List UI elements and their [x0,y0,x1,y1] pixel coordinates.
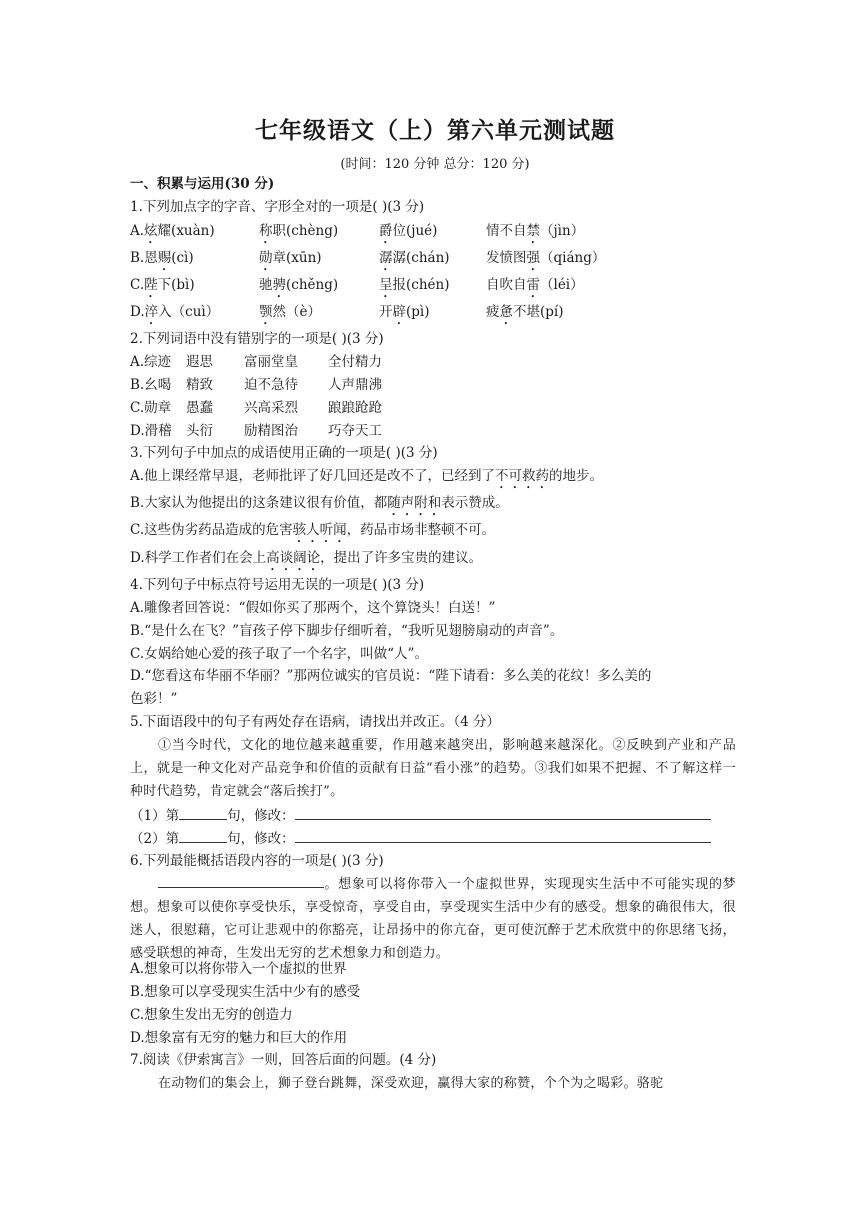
answer-blank[interactable] [295,805,711,820]
answer-blank[interactable] [295,828,711,843]
question-7-stem: 7.阅读《伊索寓言》一则，回答后面的问题。(4 分) [130,1052,437,1068]
question-1-option-a: A.炫耀(xuàn) 称职(chèng) 爵位(jué) 情不自禁（jìn） [130,223,585,239]
question-3-option-b: B.大家认为他提出的这条建议很有价值，都随声附和表示赞成。 [130,495,509,511]
question-4-option-b: B.“是什么在飞？”盲孩子停下脚步仔细听着，“我听见翅膀扇动的声音”。 [130,623,564,639]
question-5-fill-2: （2）第 句，修改： [130,828,711,849]
question-3-option-c: C.这些伪劣药品造成的危害骇人听闻，药品市场非整顿不可。 [130,522,496,538]
question-1-stem: 1.下列加点字的字音、字形全对的一项是( )(3 分) [130,199,425,215]
question-5-stem: 5.下面语段中的句子有两处存在语病，请找出并改正。（4 分） [130,714,501,730]
question-6-option-c: C.想象生发出无穷的创造力 [130,1007,293,1023]
exam-meta: (时间：120 分钟 总分：120 分) [340,157,530,172]
question-2-option-b: B.幺喝 精致 迫不急待 人声鼎沸 [130,377,382,393]
question-1-option-d: D.淬入（cuì） 颚然（è） 开辟(pì) 疲惫不堪(pí) [130,304,564,320]
question-6-option-a: A.想象可以将你带入一个虚拟的世界 [130,961,347,977]
question-2-option-a: A.综迹 遐思 富丽堂皇 全付精力 [130,354,382,370]
question-4-option-c: C.女娲给她心爱的孩子取了一个名字，叫做“人”。 [130,646,428,662]
question-1-option-c: C.陛下(bì) 驰骋(chěng) 呈报(chén) 自吹自雷（léi） [130,277,584,293]
question-2-option-c: C.勋章 愚蠢 兴高采烈 踉踉跄跄 [130,400,382,416]
question-4-option-d: D.“您看这布华丽不华丽？”那两位诚实的官员说：“陛下请看：多么美的花纹！多么美的 [130,668,652,684]
question-2-stem: 2.下列词语中没有错别字的一项是( )(3 分) [130,331,384,347]
question-2-option-d: D.滑稽 头衍 励精图治 巧夺天工 [130,423,382,439]
question-7-passage: 在动物们的集会上，狮子登台跳舞，深受欢迎，赢得大家的称赞，个个为之喝彩。骆驼 [158,1076,664,1091]
question-1-option-b: B.恩赐(cì) 勋章(xūn) 潺潺(chán) 发愤图强（qiáng） [130,250,606,266]
answer-blank[interactable] [179,828,227,843]
answer-blank[interactable] [179,805,227,820]
answer-blank[interactable] [158,873,324,888]
question-5-passage: ①当今时代，文化的地位越来越重要，作用越来越突出，影响越来越深化。②反映到产业和产品上，就是一种文化对产品竞争和价值的贡献有日益“看小涨”的趋势。③我们如果不把握、不了解这样一种时代趋势，肯定就会“落后挨打”。 [130,738,736,799]
question-4-option-a: A.雕像者回答说：“假如你买了那两个，这个算饶头！白送！” [130,600,496,616]
question-6-stem: 6.下列最能概括语段内容的一项是( )(3 分) [130,853,384,869]
question-5-fill-1: （1）第 句，修改： [130,805,711,826]
question-3-stem: 3.下列句子中加点的成语使用正确的一项是( )(3 分) [130,445,438,461]
question-3-option-d: D.科学工作者们在会上高谈阔论，提出了许多宝贵的建议。 [130,550,483,566]
section-heading: 一、积累与运用(30 分) [130,176,275,192]
question-3-option-a: A.他上课经常早退，老师批评了好几回还是改不了，已经到了不可救药的地步。 [130,468,604,484]
question-4-option-d-cont: 色彩！” [130,691,178,707]
question-4-stem: 4.下列句子中标点符号运用无误的一项是( )(3 分) [130,577,425,593]
page-title: 七年级语文（上）第六单元测试题 [255,117,615,144]
question-6-option-b: B.想象可以享受现实生活中少有的感受 [130,984,361,1000]
question-6-passage: 。想象可以将你带入一个虚拟世界，实现现实生活中不可能实现的梦想。想象可以使你享受快乐，享受惊奇，享受自由，享受现实生活中少有的感受。想象的确很伟大，很迷人，很慰藉，它可让悲观中的你豁亮，让昂扬中的你亢奋，更可使沉醉于艺术欣赏中的你思绪飞扬，感受联想的神奇，生发出无穷的艺术想象力和创造力。 [130,873,736,965]
question-6-option-d: D.想象富有无穷的魅力和巨大的作用 [130,1030,348,1046]
